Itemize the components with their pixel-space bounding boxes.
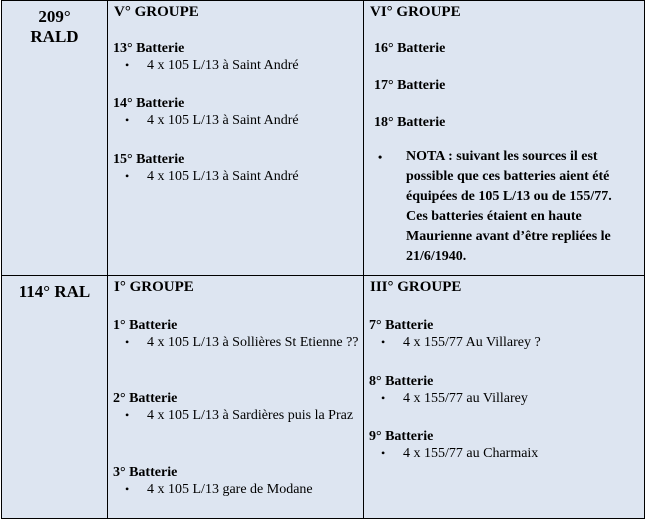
battery-13-item: • 4 x 105 L/13 à Saint André [125, 58, 299, 73]
battery-13 [113, 40, 359, 74]
battery-7-title: 7° Batterie [369, 318, 434, 333]
group-cell-v [107, 0, 364, 276]
battery-14-item: • 4 x 105 L/13 à Saint André [125, 113, 299, 128]
battery-15-item: • 4 x 105 L/13 à Saint André [125, 169, 299, 184]
bullet-icon: • [125, 58, 130, 72]
bullet-icon: • [125, 335, 130, 349]
battery-1-item: • 4 x 105 L/13 à Sollières St Etienne ?? [125, 335, 359, 350]
bullet-icon: • [125, 169, 130, 183]
battery-14 [113, 95, 359, 129]
battery-3-title: 3° Batterie [113, 465, 178, 480]
battery-18-title: 18° Batterie [374, 115, 446, 130]
group-title-v: V° GROUPE [114, 4, 199, 20]
battery-7 [369, 317, 640, 351]
battery-16-title: 16° Batterie [374, 41, 446, 56]
battery-3-item: • 4 x 105 L/13 gare de Modane [125, 482, 313, 497]
battery-1-title: 1° Batterie [113, 318, 178, 333]
regiment-209-line1: 209° [38, 7, 71, 26]
battery-2-item: • 4 x 105 L/13 à Sardières puis la Praz [125, 408, 354, 423]
bullet-icon: • [378, 150, 383, 164]
battery-9-item: • 4 x 155/77 au Charmaix [381, 446, 539, 461]
battery-14-title: 14° Batterie [113, 96, 185, 111]
battery-7-item: • 4 x 155/77 Au Villarey ? [381, 335, 541, 350]
nota-note [374, 147, 636, 267]
group-title-iii: III° GROUPE [370, 279, 462, 295]
regiment-cell-209 [1, 0, 108, 276]
battery-9 [369, 428, 640, 462]
regiment-114-label: 114° RAL [18, 282, 91, 301]
bullet-icon: • [381, 335, 386, 349]
regiment-cell-114 [1, 275, 108, 519]
battery-3 [113, 464, 359, 498]
regiment-209-line2: RALD [30, 27, 79, 46]
battery-2-title: 2° Batterie [113, 391, 178, 406]
nota-text: NOTA : suivant les sources il est possible que ces batteries aient été équipées de 105 L/13 ou de 155/77. Ces batteries étaient en haute Maurienne avant d’être repliées le 21/6/1940. [406, 149, 612, 264]
bullet-icon: • [381, 391, 386, 405]
group-title-vi: VI° GROUPE [370, 4, 461, 20]
battery-13-title: 13° Batterie [113, 41, 185, 56]
battery-1 [113, 317, 359, 351]
bullet-icon: • [381, 446, 386, 460]
battery-8-title: 8° Batterie [369, 374, 434, 389]
battery-9-title: 9° Batterie [369, 429, 434, 444]
bullet-icon: • [125, 113, 130, 127]
battery-15-title: 15° Batterie [113, 152, 185, 167]
group-title-i: I° GROUPE [114, 279, 194, 295]
group-cell-i [107, 275, 364, 519]
group-cell-vi [363, 0, 645, 276]
bullet-icon: • [125, 408, 130, 422]
battery-15 [113, 151, 359, 185]
battery-8-item: • 4 x 155/77 au Villarey [381, 391, 528, 406]
bullet-icon: • [125, 482, 130, 496]
battery-17-title: 17° Batterie [374, 78, 446, 93]
battery-8 [369, 373, 640, 407]
group-cell-iii [363, 275, 645, 519]
battery-2 [113, 390, 359, 424]
